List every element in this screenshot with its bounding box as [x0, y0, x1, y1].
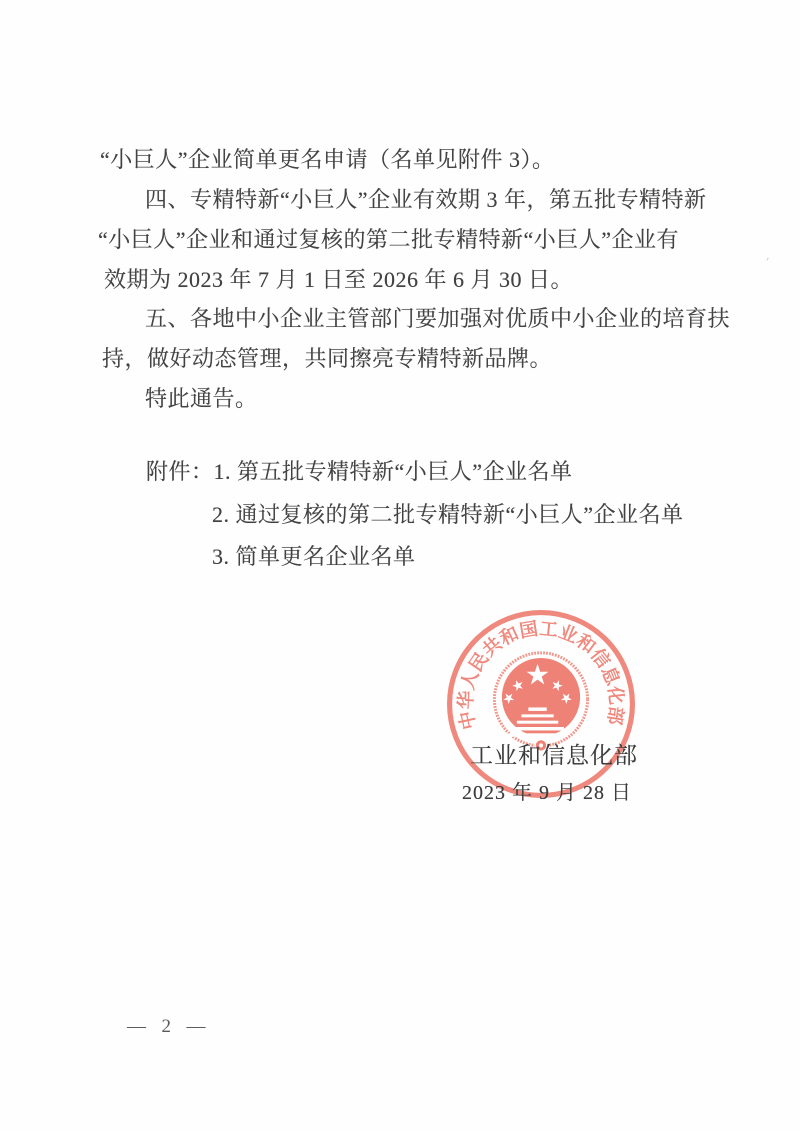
attachment-line-3: 3. 简单更名企业名单 [212, 544, 416, 569]
body-line-1: “小巨人”企业简单更名申请（名单见附件 3）。 [100, 147, 555, 172]
agency-signature: 工业和信息化部 [470, 743, 638, 768]
page-number: — 2 — [127, 1016, 208, 1037]
body-line-3: “小巨人”企业和通过复核的第二批专精特新“小巨人”企业有 [98, 227, 680, 252]
body-line-4: 效期为 2023 年 7 月 1 日至 2026 年 6 月 30 日。 [104, 267, 574, 292]
attachment-line-2: 2. 通过复核的第二批专精特新“小巨人”企业名单 [212, 502, 684, 527]
seal-ring-text: 中华人民共和国工业和信息化部 [455, 618, 627, 732]
body-line-7: 特此通告。 [145, 386, 258, 411]
attachment-line-1: 附件：1. 第五批专精特新“小巨人”企业名单 [146, 459, 573, 484]
signature-date: 2023 年 9 月 28 日 [462, 782, 632, 804]
body-line-5: 五、各地中小企业主管部门要加强对优质中小企业的培育扶 [145, 306, 731, 331]
body-line-6: 持，做好动态管理，共同擦亮专精特新品牌。 [102, 346, 553, 371]
body-line-2: 四、专精特新“小巨人”企业有效期 3 年，第五批专精特新 [145, 187, 707, 212]
scan-artifact: ʹ [764, 254, 771, 270]
